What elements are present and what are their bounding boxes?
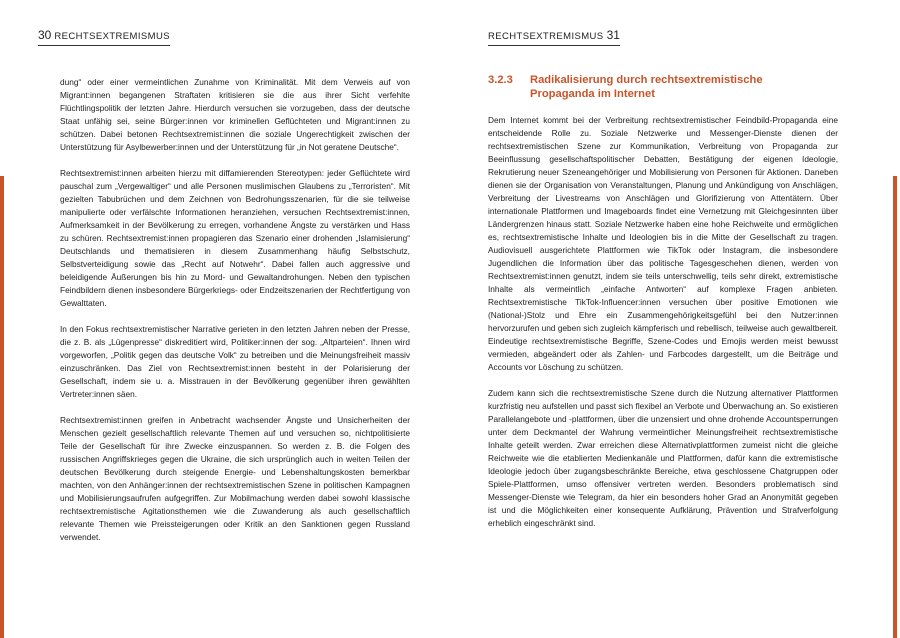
left-paragraph-4: Rechtsextremist:innen greifen in Anbetracht wachsender Ängste und Unsicherheiten der Menschen gezielt gesellschaftlich relevante Themen auf und versuchen so, nichtpolitisierte Teile der Gesellschaft für ihre Zwecke einzuspannen. So werden z. B. die Folgen des russischen Angriffskrieges gegen die Ukraine, die sich ursprünglich auch in weiten Teilen der deutschen Bevölkerung durch steigende Energie- und Lebenshaltungskosten bemerkbar machten, von den Anhänger:innen der rechtsextremistischen Szene in politischen Kampagnen und Mobilisierungsaufrufen aufgegriffen. Zur Mobilmachung werden dabei sowohl klassische rechtsextremistische Agitationsthemen wie die Zuwanderung als auch gesellschaftlich relevante Themen wie Preissteigerungen oder Kritik an den Sanktionen gegen Russland verwendet. (60, 415, 410, 542)
right-edge-marker (893, 176, 897, 638)
left-edge-marker (0, 176, 4, 638)
left-header-title: RECHTSEXTREMISMUS (54, 31, 170, 42)
right-page-number: 31 (606, 28, 620, 42)
right-running-header (488, 28, 620, 46)
left-paragraph-1: dung“ oder einer vermeintlichen Zunahme von Kriminalität. Mit dem Verweis auf von Migrant:innen begangenen Straftaten kritisieren sie die aus ihrer Sicht verfehlte Flüchtlingspolitik der letzten Jahre. Hierdurch versuchen sie vorzugeben, dass der deutsche Staat unfähig sei, seine Bürger:innen vor kriminellen Geflüchteten und Migrant:innen zu schützen. Dabei betonen Rechtsextremist:innen die soziale Ungerechtigkeit zwischen der Unterstützung für Asylbewerber:innen und der Unterstützung für „in Not geratene Deutsche“. (60, 77, 410, 152)
right-body-text (488, 114, 838, 543)
right-paragraph-1: Dem Internet kommt bei der Verbreitung rechtsextremistischer Feindbild-Propaganda eine entscheidende Rolle zu. Soziale Netzwerke und Messenger-Dienste dienen der rechtsextremistischen Szene zur Kommunikation, Verbreitung von Propaganda zur Beeinflussung gesellschaftspolitischer Debatten, Bestätigung der eigenen Ideologie, Rekrutierung neuer Szeneangehöriger und Mobilisierung von Personen für Aktionen. Daneben dienen sie der Organisation von Veranstaltungen, Planung und Ankündigung von Anschlägen, Verbreitung der Livestreams von Anschlägen und Glorifizierung von Attentätern. Über internationale Plattformen und Imageboards findet eine Vernetzung mit Gleichgesinnten über Ländergrenzen hinaus statt. Soziale Netzwerke haben eine hohe Reichweite und ermöglichen es, rechtsextremistische Inhalte und Ideologien bis in die Mitte der Gesellschaft zu tragen. Audiovisuell ausgerichtete Plattformen wie TikTok oder Instagram, die insbesondere Jugendlichen die Information über das politische Tagesgeschehen dienen, werden von Rechtsextremist:innen genutzt, indem sie teils unterschwellig, teils sehr direkt, extremistische Inhalte als vermeintlich „einfache Antworten“ auf komplexe Fragen anbieten. Rechtsextremistische TikTok-Influencer:innen versuchen über positive Emotionen wie (National-)Stolz und Ehre ein Zusammengehörigkeitsgefühl bei den Nutzer:innen hervorzurufen und geben sich zugleich kämpferisch und rebellisch, teilweise auch gewaltbereit. Eindeutige rechtsextremistische Begriffe, Szene-Codes und Emojis werden meist bewusst vermieden, abgeändert oder als Zahlen- und Farbcodes dargestellt, um die Beiträge und Accounts vor Löschung zu schützen. (488, 115, 838, 372)
left-paragraph-2: Rechtsextremist:innen arbeiten hierzu mit diffamierenden Stereotypen: jeder Geflüchtete wird pauschal zum „Vergewaltiger“ und alle Personen muslimischen Glaubens zu „Terroristen“. Mit gezielten Tabubrüchen und dem Zeichnen von Bedrohungsszenarien, für die sie teilweise manipulierte oder verfälschte Informationen heranziehen, versuchen Rechtsextremist:innen, Aufmerksamkeit in der Bevölkerung zu erregen, vorhandene Ängste zu verstärken und Hass zu schüren. Rechtsextremist:innen propagieren das Szenario einer drohenden „Islamisierung“ Deutschlands und thematisieren in diesem Zusammenhang häufig Selbstschutz, Selbstverteidigung sowie das „Recht auf Notwehr“. Dabei fallen auch aggressive und beleidigende Äußerungen bis hin zu Mord- und Gewaltandrohungen. Neben den typischen Feindbildern dienen insbesondere Bürgerkriegs- oder Endzeitszenarien der Rechtfertigung von Gewalttaten. (60, 168, 410, 308)
right-header-title: RECHTSEXTREMISMUS (488, 31, 604, 42)
section-number: 3.2.3 (488, 74, 513, 86)
section-title: Radikalisierung durch rechtsextremistische Propaganda im Internet (530, 74, 763, 100)
left-body-text (60, 76, 410, 557)
right-paragraph-2: Zudem kann sich die rechtsextremistische Szene durch die Nutzung alternativer Plattformen kurzfristig neu aufstellen und passt sich flexibel an Verbote und Überwachung an. So existieren Parallelangebote und -plattformen, über die unzensiert und ohne drohende Accountsperrungen unter dem Deckmantel der Wahrung vermeintlicher Meinungsfreiheit rechtsextremistische Inhalte geteilt werden. Zwar erreichen diese Alternativplattformen zumeist nicht die gleiche Reichweite wie die etablierten Medienkanäle und Plattformen, dafür kann die extremistische Ideologie jedoch über zugangsbeschränkte Bereiche, etwa geschlossene Chatgruppen oder Spiele-Plattformen, umso offensiver vertreten werden. Besonders problematisch sind Messenger-Dienste wie Telegram, da hier ein besonders hoher Grad an Anonymität gegeben ist und die Möglichkeiten einer konsequente Aufklärung, Prävention und Strafverfolgung erheblich eingeschränkt sind. (488, 388, 838, 528)
left-page-number: 30 (38, 28, 52, 42)
left-running-header (38, 28, 170, 46)
section-heading (488, 74, 818, 101)
left-paragraph-3: In den Fokus rechtsextremistischer Narrative gerieten in den letzten Jahren neben der Presse, die z. B. als „Lügenpresse“ diskreditiert wird, Politiker:innen der sog. „Altparteien“. Ihnen wird vorgeworfen, „Politik gegen das deutsche Volk“ zu betreiben und die Meinungsfreiheit massiv einzuschränken. Das Ziel von Rechtsextremist:innen besteht in der Polarisierung der Gesellschaft, indem sie u. a. Misstrauen in der Bevölkerung gegenüber ihren gewählten Vertreter:innen säen. (60, 324, 410, 399)
